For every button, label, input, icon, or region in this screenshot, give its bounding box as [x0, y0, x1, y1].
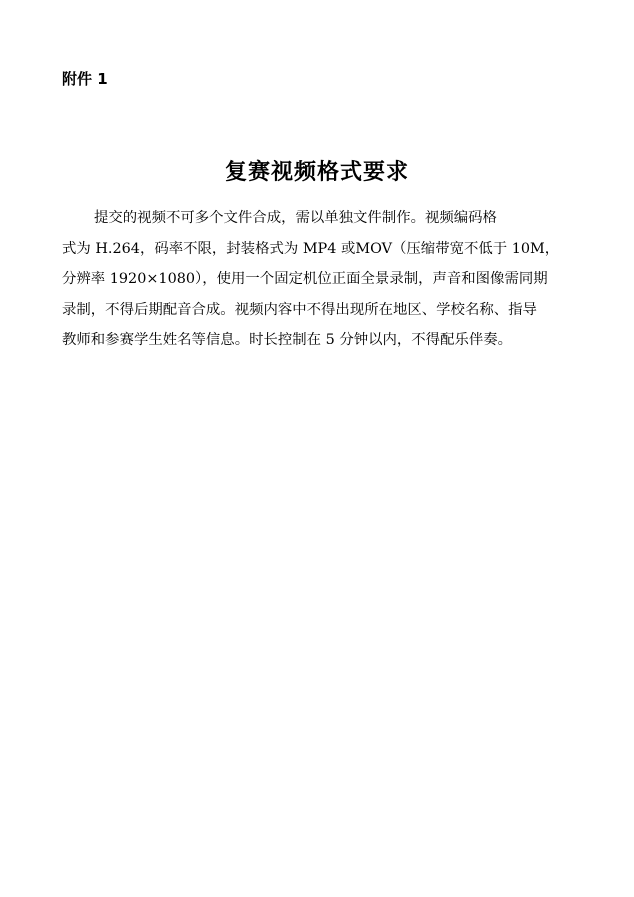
- paragraph-line: 分辨率 1920×1080），使用一个固定机位正面全景录制，声音和图像需同期: [62, 271, 548, 288]
- paragraph-line: 提交的视频不可多个文件合成，需以单独文件制作。视频编码格: [94, 210, 497, 226]
- attachment-label: 附件 1: [62, 70, 108, 88]
- paragraph-line: 式为 H.264，码率不限，封装格式为 MP4 或MOV（压缩带宽不低于 10M，: [62, 240, 560, 257]
- body-paragraph: [62, 203, 582, 356]
- paragraph-line: 教师和参赛学生姓名等信息。时长控制在 5 分钟以内，不得配乐伴奏。: [62, 332, 513, 349]
- page-title: 复赛视频格式要求: [224, 159, 409, 185]
- paragraph-line: 录制，不得后期配音合成。视频内容中不得出现所在地区、学校名称、指导: [62, 301, 537, 318]
